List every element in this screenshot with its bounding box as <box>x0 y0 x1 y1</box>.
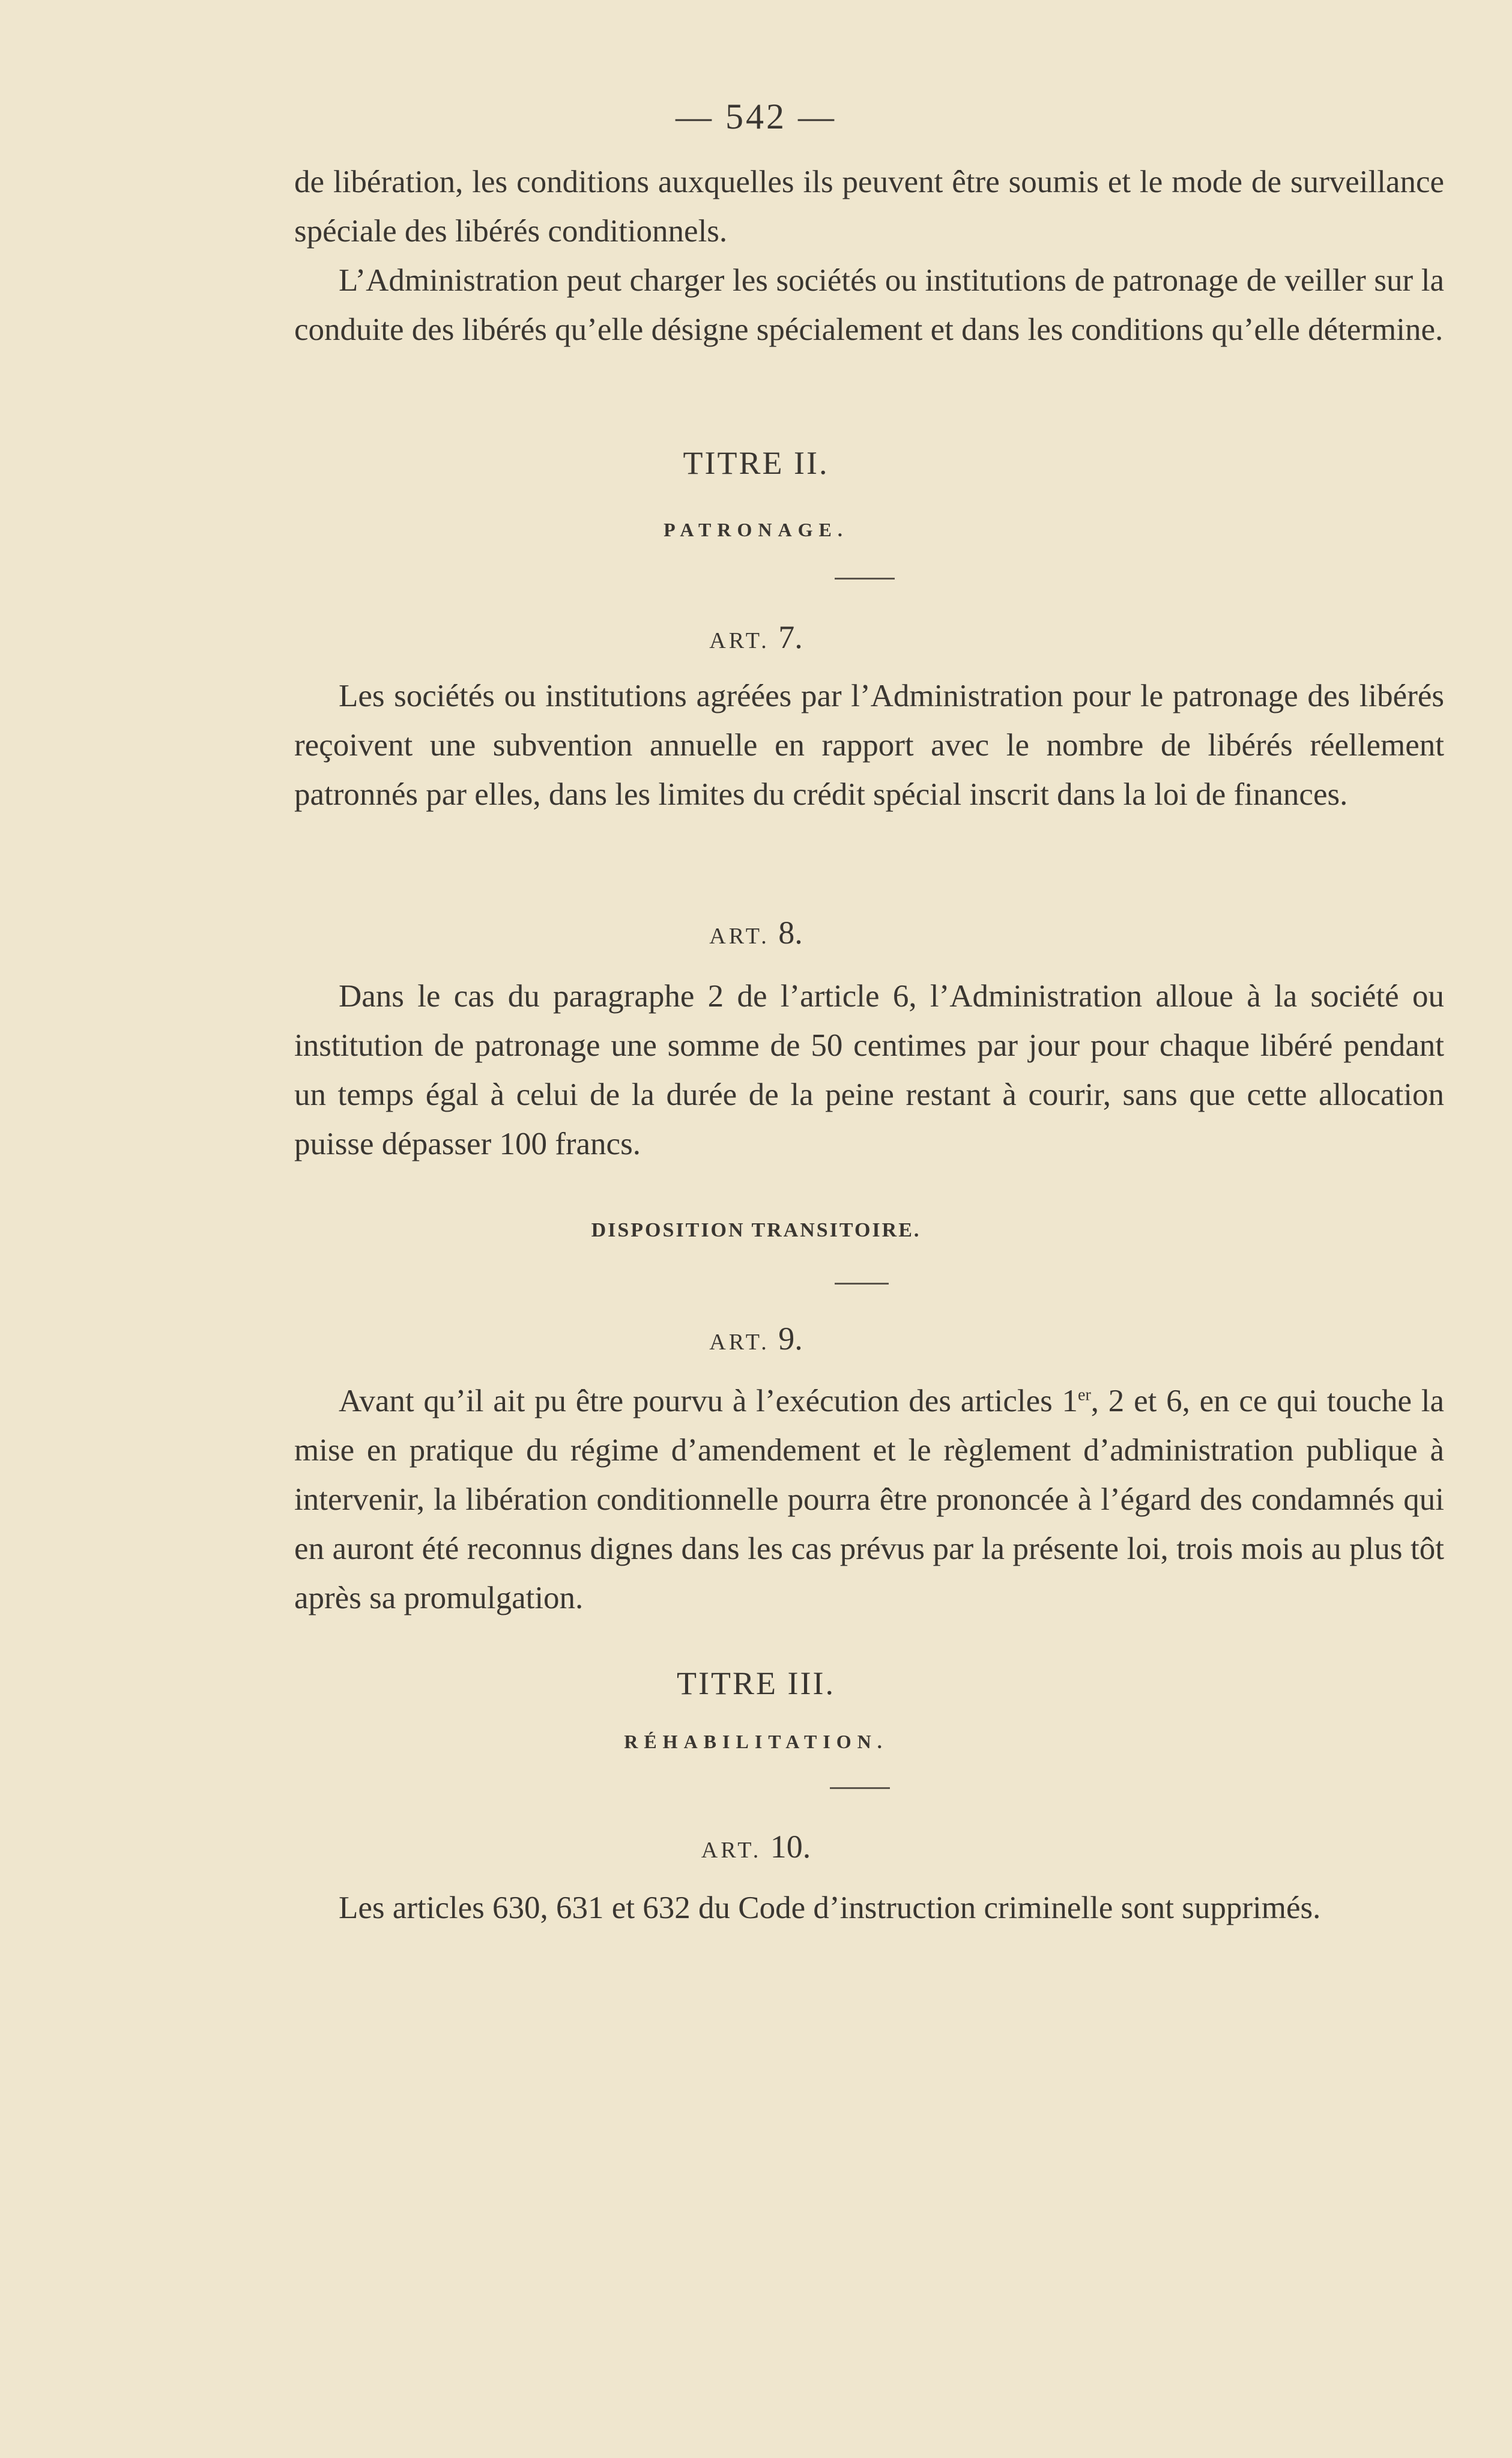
article-number: 9. <box>778 1321 803 1357</box>
article-label: ART. <box>709 1330 770 1355</box>
section-rule <box>835 578 895 580</box>
section-rule <box>830 1787 890 1789</box>
text-run: , 2 et 6, en ce qui touche la mise en pratique du régime d’amendement et le règlement d’administration publique à intervenir, la libération conditionnelle pourra être prononcée à l’égard des condamnés qui en auront été reconnus dignes dans les cas prévus par la présente loi, trois mois au plus tôt après sa promulgation. <box>294 1384 1444 1615</box>
section-rule <box>835 1283 889 1285</box>
heading-disposition-transitoire: DISPOSITION TRANSITOIRE. <box>591 1219 921 1241</box>
paragraph-article-9 <box>294 1376 1444 1623</box>
article-number: 10. <box>770 1829 811 1865</box>
title-titre-iii: TITRE III. <box>677 1665 835 1701</box>
article-heading-7 <box>0 619 1512 656</box>
article-label: ART. <box>701 1838 762 1863</box>
paragraph-article-7: Les sociétés ou institutions agréées par l’Administration pour le patronage des libérés reçoivent une subvention annuelle en rapport avec le nombre de libérés réellement patronnés par elles, dans les limites du crédit spécial inscrit dans la loi de finances. <box>294 679 1444 812</box>
paragraph-article-10: Les articles 630, 631 et 632 du Code d’instruction criminelle sont supprimés. <box>339 1890 1321 1925</box>
page-number: — 542 — <box>676 97 836 136</box>
paragraph-article-8: Dans le cas du paragraphe 2 de l’article 6, l’Administration alloue à la société ou institution de patronage une somme de 50 centimes par jour pour chaque libéré pendant un temps égal à celui de la durée de la peine restant à courir, sans que cette allocation puisse dépasser 100 francs. <box>294 979 1444 1161</box>
text-run: Avant qu’il ait pu être pourvu à l’exécution des articles 1 <box>339 1384 1078 1418</box>
article-label: ART. <box>709 924 770 949</box>
article-label: ART. <box>709 628 770 653</box>
title-titre-ii: TITRE II. <box>683 445 829 481</box>
subtitle-rehabilitation: RÉHABILITATION. <box>624 1731 888 1752</box>
paragraph-continuation: de libération, les conditions auxquelles ils peuvent être soumis et le mode de surveillance spéciale des libérés conditionnels. <box>294 165 1444 249</box>
article-number: 8. <box>778 915 803 951</box>
article-heading-8 <box>0 914 1512 951</box>
paragraph-administration: L’Administration peut charger les sociétés ou institutions de patronage de veiller sur la conduite des libérés qu’elle désigne spécialement et dans les conditions qu’elle détermine. <box>294 263 1444 347</box>
article-heading-9 <box>0 1320 1512 1357</box>
article-heading-10 <box>0 1828 1512 1865</box>
article-number: 7. <box>778 619 803 655</box>
subtitle-patronage: PATRONAGE. <box>664 519 848 540</box>
superscript: er <box>1078 1385 1091 1405</box>
